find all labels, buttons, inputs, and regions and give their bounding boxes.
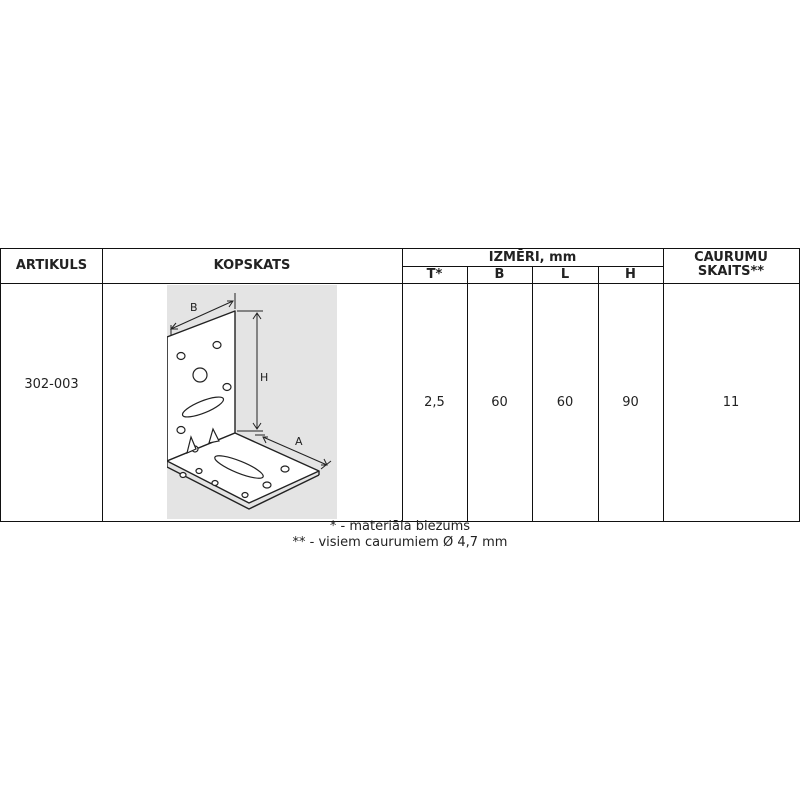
column-divider bbox=[467, 266, 468, 521]
cell-h: 90 bbox=[622, 395, 639, 410]
label-b: B bbox=[190, 301, 198, 314]
column-divider bbox=[532, 266, 533, 521]
cell-b: 60 bbox=[491, 395, 508, 410]
header-t: T* bbox=[426, 267, 443, 282]
column-divider bbox=[598, 266, 599, 521]
header-kopskats: KOPSKATS bbox=[213, 258, 291, 273]
cell-l: 60 bbox=[556, 395, 574, 410]
label-a: A bbox=[295, 435, 303, 448]
angle-bracket-drawing bbox=[167, 285, 337, 519]
cell-artikuls: 302-003 bbox=[24, 377, 79, 392]
product-table bbox=[0, 248, 800, 522]
header-b: B bbox=[494, 267, 505, 282]
header-l: L bbox=[560, 267, 570, 282]
column-divider bbox=[402, 249, 403, 521]
header-caurumu-line2: SKAITS** bbox=[697, 264, 765, 279]
label-h: H bbox=[260, 371, 269, 384]
column-divider bbox=[663, 249, 664, 521]
header-caurumu bbox=[663, 251, 799, 279]
angle-bracket-svg bbox=[167, 285, 337, 519]
footnotes bbox=[0, 519, 800, 551]
header-izmeri: IZMĒRI, mm bbox=[488, 250, 577, 265]
header-caurumu-line1: CAURUMU bbox=[694, 250, 768, 265]
header-artikuls: ARTIKULS bbox=[15, 258, 88, 273]
cell-holes: 11 bbox=[722, 395, 740, 410]
row-divider bbox=[1, 283, 799, 284]
column-divider bbox=[102, 249, 103, 521]
footnote-holes: ** - visiem caurumiem Ø 4,7 mm bbox=[292, 535, 508, 550]
header-h: H bbox=[625, 267, 636, 282]
cell-t: 2,5 bbox=[424, 395, 445, 410]
footnote-thickness: * - materiāla biezums bbox=[329, 519, 471, 534]
